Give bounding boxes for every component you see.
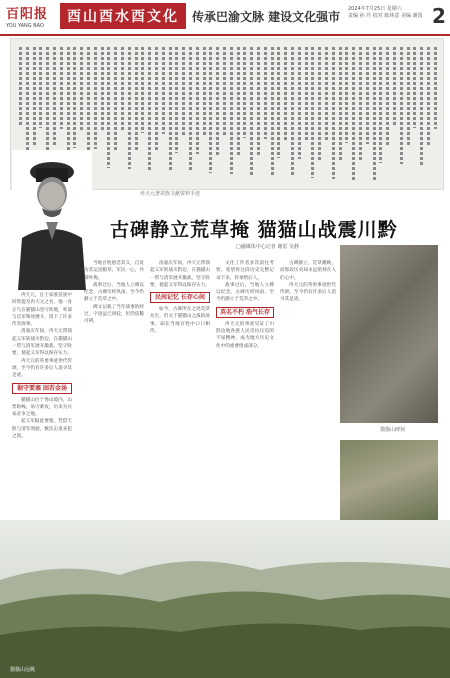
manuscript-script-column bbox=[107, 47, 110, 168]
paragraph: 碑文记载了当年战事的经过，字迹虽已斑驳，但仍依稀可辨。 bbox=[84, 304, 144, 325]
manuscript-script-column bbox=[298, 47, 301, 159]
manuscript-script-column bbox=[427, 47, 430, 147]
manuscript-script-column bbox=[80, 47, 83, 130]
subheading: 民间记忆 长存心间 bbox=[150, 292, 210, 303]
manuscript-script-column bbox=[379, 47, 382, 163]
landscape-photo bbox=[0, 520, 450, 678]
manuscript-script-column bbox=[237, 47, 240, 156]
article-column-3 bbox=[150, 260, 210, 520]
article-byline: □融媒体中心记者 谢雷 吴静 bbox=[236, 244, 299, 250]
manuscript-script-column bbox=[339, 47, 342, 161]
manuscript-script-column bbox=[182, 47, 185, 135]
paragraph: 古碑静立，荒草掩映，而那段历史却永远铭刻在人们心中。 bbox=[280, 261, 336, 281]
manuscript-script-column bbox=[162, 47, 165, 134]
manuscript-script-column bbox=[318, 47, 321, 160]
logo-english: YOU YANG BAO bbox=[6, 23, 44, 29]
paragraph: 冉天元，在土家族苗族中时常提及冉天元之名，他一身正气在猫猫山坚守阵地，率部与官军殊死搏斗，留下了许多传奇故事。 bbox=[12, 293, 72, 328]
manuscript-script-column bbox=[393, 47, 396, 127]
article-column-4 bbox=[216, 260, 274, 520]
manuscript-script-column bbox=[386, 47, 389, 145]
manuscript-script-column bbox=[325, 47, 328, 142]
manuscript-script-column bbox=[230, 47, 233, 174]
subheading: 据守要塞 固若金汤 bbox=[12, 383, 72, 394]
manuscript-script-column bbox=[413, 47, 416, 128]
paragraph: 文化工作者多次前往考察，希望将这段历史完整记录下来，传承给后人。 bbox=[216, 261, 274, 281]
paragraph: 战事过后，当地人立碑以纪念，古碑历经风雨，至今仍静立于荒草之中。 bbox=[216, 282, 274, 303]
manuscript-script-column bbox=[203, 47, 206, 136]
manuscript-script-column bbox=[33, 47, 36, 146]
paragraph: 起义军据此要塞，凭借天险与清军周旋，数次击退来犯之敌。 bbox=[12, 419, 72, 440]
manuscript-script-column bbox=[373, 47, 376, 181]
manuscript-script-column bbox=[101, 47, 104, 131]
manuscript-script-column bbox=[141, 47, 144, 133]
manuscript-script-column bbox=[352, 47, 355, 180]
paragraph: 冉天元的事迹见证了川黔边地各族人民反抗压迫的不屈精神，成为地方历史文化中的重要组成部分。 bbox=[216, 321, 274, 349]
manuscript-script-column bbox=[284, 47, 287, 140]
manuscript-script-column bbox=[175, 47, 178, 153]
manuscript-script-column bbox=[257, 47, 260, 157]
dateline-editors: 责编 孙 丹 校对 陈林意 美编 谢国 bbox=[348, 13, 423, 19]
manuscript-caption: 冉天元著苗族文献资料手迹 bbox=[140, 191, 201, 197]
paragraph: 冉天元的英勇事迹世代传颂，至今仍有许多后人追寻其足迹。 bbox=[12, 358, 72, 379]
logo-chinese: 百阳报 bbox=[6, 7, 49, 22]
manuscript-script-column bbox=[345, 47, 348, 143]
article-column-5 bbox=[280, 260, 336, 520]
manuscript-script-column bbox=[114, 47, 117, 150]
manuscript-script-column bbox=[189, 47, 192, 172]
manuscript-script-column bbox=[223, 47, 226, 137]
manuscript-script-column bbox=[135, 47, 138, 151]
manuscript-script-column bbox=[155, 47, 158, 152]
manuscript-script-column bbox=[19, 47, 22, 127]
paragraph: 猫猫山位于秀山境内，山势险峻，易守难攻，历来为兵家必争之地。 bbox=[12, 397, 72, 418]
portrait-image bbox=[12, 150, 92, 290]
paragraph: 冉天元的英勇事迹世代传颂，至今仍有许多后人追寻其足迹。 bbox=[280, 282, 336, 303]
site-photo bbox=[340, 440, 438, 528]
paragraph: 清嘉庆年间，冉天元带领起义军转战川黔边，在猫猫山一带与清军展开激战，坚守险要，使起义军得以保存实力。 bbox=[150, 261, 210, 288]
paragraph: 当地百姓感念其义，自发为其运送粮草，军民一心，共御外侮。 bbox=[84, 261, 144, 281]
manuscript-script-column bbox=[53, 47, 56, 147]
manuscript-script-column bbox=[169, 47, 172, 171]
manuscript-script-column bbox=[359, 47, 362, 162]
newspaper-logo bbox=[6, 3, 54, 29]
manuscript-script-column bbox=[67, 47, 70, 166]
manuscript-script-column bbox=[366, 47, 369, 144]
manuscript-script-column bbox=[216, 47, 219, 155]
dateline-date: 2024年7月25日 星期六 bbox=[348, 6, 402, 12]
manuscript-script-column bbox=[46, 47, 49, 165]
manuscript-script-column bbox=[332, 47, 335, 179]
manuscript-script-column bbox=[243, 47, 246, 138]
paragraph: 清嘉庆年间，冉天元带领起义军转战川黔边，在猫猫山一带与清军展开激战，坚守险要，使起义军得以保存实力。 bbox=[12, 329, 72, 357]
manuscript-script-column bbox=[400, 47, 403, 164]
stele-caption: 猫猫山碑刻 bbox=[380, 427, 406, 433]
page-number: 2 bbox=[432, 4, 446, 28]
article-column-1 bbox=[12, 292, 72, 520]
article-column-2 bbox=[84, 260, 144, 520]
manuscript-script-column bbox=[87, 47, 90, 167]
section-tagline: 传承巴渝文脉 建设文化强市 bbox=[192, 10, 341, 24]
manuscript-script-column bbox=[305, 47, 308, 141]
manuscript-script-column bbox=[264, 47, 267, 139]
subheading: 英名不朽 浩气长存 bbox=[216, 307, 274, 318]
manuscript-script-column bbox=[60, 47, 63, 129]
manuscript-script-column bbox=[94, 47, 97, 149]
manuscript-script-column bbox=[277, 47, 280, 158]
manuscript-script-column bbox=[407, 47, 410, 146]
manuscript-script-column bbox=[434, 47, 437, 129]
manuscript-script-column bbox=[271, 47, 274, 176]
section-banner: 酉山酉水酉文化 bbox=[60, 3, 186, 29]
article-headline: 古碑静立荒草掩 猫猫山战震川黔 bbox=[110, 219, 398, 241]
manuscript-script-column bbox=[39, 47, 42, 128]
manuscript-script-column bbox=[128, 47, 131, 169]
manuscript-script-column bbox=[250, 47, 253, 175]
dateline bbox=[348, 6, 428, 20]
manuscript-script-column bbox=[148, 47, 151, 170]
paragraph: 战事过后，当地人立碑以纪念，古碑历经风雨，至今仍静立于荒草之中。 bbox=[84, 282, 144, 303]
manuscript-script-column bbox=[291, 47, 294, 177]
manuscript-script-column bbox=[121, 47, 124, 132]
manuscript-script-column bbox=[209, 47, 212, 173]
paragraph: 如今，古碑所在之处荒草丛生，但关于猫猫山之战的故事，却在当地百姓中口口相传。 bbox=[150, 307, 210, 335]
manuscript-script-column bbox=[420, 47, 423, 165]
landscape-caption: 猫猫山远眺 bbox=[10, 667, 36, 673]
manuscript-script-column bbox=[196, 47, 199, 154]
manuscript-script-column bbox=[311, 47, 314, 178]
stele-photo bbox=[340, 245, 438, 423]
manuscript-script-column bbox=[73, 47, 76, 148]
manuscript-script-column bbox=[26, 47, 29, 164]
